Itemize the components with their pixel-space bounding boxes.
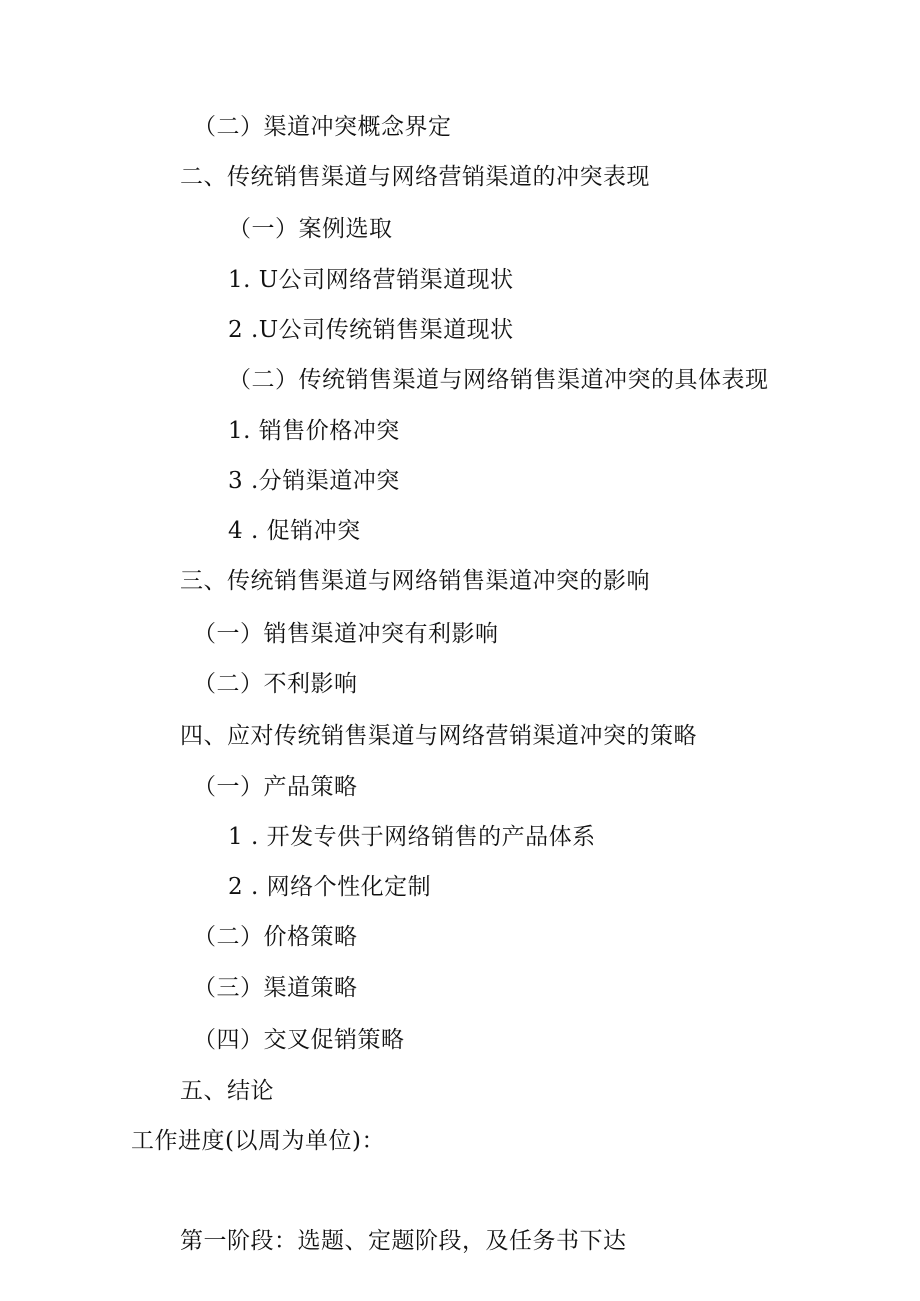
outline-item: 3 .分销渠道冲突 — [228, 468, 400, 494]
outline-heading: 二、传统销售渠道与网络营销渠道的冲突表现 — [180, 164, 650, 190]
outline-item: （二）不利影响 — [193, 671, 358, 697]
outline-item: 1 . 开发专供于网络销售的产品体系 — [228, 824, 596, 850]
outline-item: 2 . 网络个性化定制 — [228, 874, 432, 900]
outline-item: 4 . 促销冲突 — [228, 518, 361, 544]
outline-item: （四）交叉促销策略 — [193, 1027, 405, 1053]
outline-item: （三）渠道策略 — [193, 975, 358, 1001]
outline-item: 2 .U公司传统销售渠道现状 — [228, 317, 514, 343]
outline-item: 1. U公司网络营销渠道现状 — [228, 267, 514, 293]
outline-item: （二）传统销售渠道与网络销售渠道冲突的具体表现 — [228, 367, 769, 393]
outline-heading: 四、应对传统销售渠道与网络营销渠道冲突的策略 — [180, 723, 697, 749]
outline-item: （二）价格策略 — [193, 924, 358, 950]
outline-heading: 三、传统销售渠道与网络销售渠道冲突的影响 — [180, 568, 650, 594]
schedule-heading: 工作进度(以周为单位)： — [131, 1128, 385, 1154]
phase-one-text: 第一阶段：选题、定题阶段，及任务书下达 — [180, 1228, 627, 1254]
outline-heading: 五、结论 — [180, 1078, 274, 1104]
outline-item: （一）销售渠道冲突有利影响 — [193, 621, 499, 647]
outline-item: （一）案例选取 — [228, 216, 393, 242]
outline-item: （二）渠道冲突概念界定 — [193, 114, 452, 140]
outline-item: 1. 销售价格冲突 — [228, 418, 400, 444]
outline-item: （一）产品策略 — [193, 774, 358, 800]
